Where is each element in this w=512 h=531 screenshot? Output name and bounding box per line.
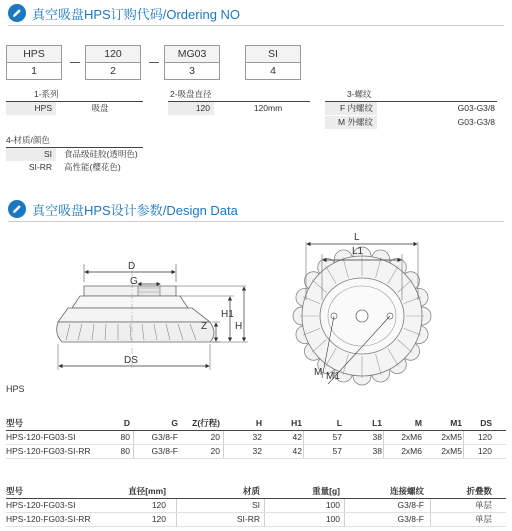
cell-model: HPS-120-FG03-SI-RR bbox=[6, 446, 91, 456]
separator-dash bbox=[149, 62, 159, 63]
col-header-g: G bbox=[171, 418, 178, 428]
order-code-box bbox=[85, 45, 141, 80]
cell-h: 32 bbox=[252, 432, 262, 442]
thread-key: M 外螺纹 bbox=[325, 116, 377, 129]
col-header-l: L bbox=[336, 418, 342, 428]
design-section-header bbox=[8, 199, 238, 219]
cell-folds: 单层 bbox=[474, 500, 492, 510]
table-row bbox=[6, 513, 506, 527]
order-code-index: 2 bbox=[85, 62, 141, 80]
order-code-box bbox=[245, 45, 301, 80]
diameter-options bbox=[168, 88, 310, 102]
order-code-index: 3 bbox=[164, 62, 220, 80]
section-divider bbox=[8, 25, 504, 26]
col-header-d: D bbox=[123, 418, 130, 428]
cell-material: SI-RR bbox=[236, 514, 260, 524]
cell-diameter: 120 bbox=[151, 500, 166, 510]
pencil-icon bbox=[8, 200, 26, 218]
col-header-material: 材质 bbox=[242, 486, 260, 496]
series-value: 吸盘 bbox=[91, 103, 109, 113]
order-code-box bbox=[6, 45, 62, 80]
thread-options bbox=[325, 88, 497, 102]
col-header-l1: L1 bbox=[372, 418, 382, 428]
cell-folds: 单层 bbox=[474, 514, 492, 524]
material-value: 高性能(樱花色) bbox=[64, 162, 121, 172]
order-code-box bbox=[164, 45, 220, 80]
series-key: HPS bbox=[6, 102, 56, 115]
col-header-ds: DS bbox=[480, 418, 492, 428]
cell-d: 80 bbox=[120, 432, 130, 442]
dim-label-z: Z bbox=[201, 321, 208, 332]
table-row bbox=[6, 499, 506, 513]
dim-label-ds: DS bbox=[124, 355, 138, 366]
material-key: SI-RR bbox=[28, 162, 52, 172]
diameter-header: 2-吸盘直径 bbox=[170, 89, 212, 99]
dim-label-m1: M1 bbox=[326, 371, 340, 382]
cell-thread: G3/8-F bbox=[397, 500, 424, 510]
cell-l1: 38 bbox=[372, 446, 382, 456]
material-key: SI bbox=[6, 148, 56, 161]
dim-label-d: D bbox=[128, 261, 136, 272]
design-section-title: 真空吸盘HPS设计参数/Design Data bbox=[32, 202, 238, 218]
material-row bbox=[6, 161, 143, 174]
specification-table bbox=[6, 485, 506, 527]
cell-z: 20 bbox=[210, 446, 220, 456]
cell-diameter: 120 bbox=[151, 514, 166, 524]
cell-material: SI bbox=[251, 500, 260, 510]
col-header-m: M bbox=[414, 418, 422, 428]
cell-m: 2xM6 bbox=[401, 446, 422, 456]
cell-weight: 100 bbox=[325, 514, 340, 524]
table-row bbox=[6, 445, 506, 459]
col-header-h: H bbox=[255, 418, 262, 428]
cell-g: G3/8-F bbox=[151, 432, 178, 442]
cell-l1: 38 bbox=[372, 432, 382, 442]
cell-thread: G3/8-F bbox=[397, 514, 424, 524]
ordering-section-header bbox=[8, 3, 240, 23]
order-code-index: 4 bbox=[245, 62, 301, 80]
col-header-weight: 重量[g] bbox=[312, 486, 340, 496]
cell-z: 20 bbox=[210, 432, 220, 442]
dim-label-m: M bbox=[314, 367, 323, 378]
series-options bbox=[6, 88, 143, 102]
cell-d: 80 bbox=[120, 446, 130, 456]
cell-m: 2xM6 bbox=[401, 432, 422, 442]
separator-dash bbox=[70, 62, 80, 63]
series-header: 1-系列 bbox=[34, 89, 59, 99]
dim-label-l: L bbox=[354, 232, 360, 243]
cell-model: HPS-120-FG03-SI bbox=[6, 500, 76, 510]
diameter-key: 120 bbox=[168, 102, 214, 115]
material-header: 4-材质/颜色 bbox=[6, 135, 50, 145]
table-header-row bbox=[6, 485, 506, 499]
figure-caption: HPS bbox=[6, 384, 25, 394]
col-header-z: Z(行程) bbox=[192, 418, 220, 428]
dim-label-l1: L1 bbox=[352, 246, 364, 257]
cell-l: 57 bbox=[332, 432, 342, 442]
cell-h: 32 bbox=[252, 446, 262, 456]
cell-weight: 100 bbox=[325, 500, 340, 510]
col-header-thread: 连接螺纹 bbox=[389, 486, 424, 496]
dim-label-h1: H1 bbox=[221, 309, 234, 320]
col-header-folds: 折叠数 bbox=[466, 486, 492, 496]
cell-ds: 120 bbox=[477, 432, 492, 442]
cell-model: HPS-120-FG03-SI-RR bbox=[6, 514, 91, 524]
order-code: HPS bbox=[6, 45, 62, 62]
thread-key: F 内螺纹 bbox=[325, 102, 377, 115]
thread-row bbox=[325, 102, 497, 115]
dimensions-table bbox=[6, 417, 506, 459]
cell-h1: 42 bbox=[292, 432, 302, 442]
dim-label-g: G bbox=[130, 276, 138, 287]
order-code: SI bbox=[245, 45, 301, 62]
material-options bbox=[6, 134, 143, 148]
cell-g: G3/8-F bbox=[151, 446, 178, 456]
table-header-row bbox=[6, 417, 506, 431]
thread-row bbox=[325, 116, 497, 129]
cell-model: HPS-120-FG03-SI bbox=[6, 432, 76, 442]
ordering-section-title: 真空吸盘HPS订购代码/Ordering NO bbox=[32, 6, 241, 22]
dim-label-h: H bbox=[235, 321, 243, 332]
diameter-row bbox=[168, 102, 310, 115]
thread-value: G03-G3/8 bbox=[457, 103, 495, 113]
series-row bbox=[6, 102, 143, 115]
cell-m1: 2xM5 bbox=[441, 446, 462, 456]
col-header-m1: M1 bbox=[450, 418, 462, 428]
material-value: 食品级硅胶(透明色) bbox=[64, 149, 138, 159]
thread-value: G03-G3/8 bbox=[457, 117, 495, 127]
cell-l: 57 bbox=[332, 446, 342, 456]
material-row bbox=[6, 148, 143, 161]
thread-header: 3-螺纹 bbox=[347, 89, 372, 99]
col-header-diameter: 直径[mm] bbox=[128, 486, 166, 496]
pencil-icon bbox=[8, 4, 26, 22]
col-header-h1: H1 bbox=[291, 418, 302, 428]
diameter-value: 120mm bbox=[253, 103, 283, 113]
order-code-index: 1 bbox=[6, 62, 62, 80]
order-code: 120 bbox=[85, 45, 141, 62]
table-row bbox=[6, 431, 506, 445]
section-divider bbox=[8, 221, 504, 222]
cell-ds: 120 bbox=[477, 446, 492, 456]
col-header-model: 型号 bbox=[6, 418, 24, 428]
cell-h1: 42 bbox=[292, 446, 302, 456]
cell-m1: 2xM5 bbox=[441, 432, 462, 442]
order-code: MG03 bbox=[164, 45, 220, 62]
col-header-model: 型号 bbox=[6, 486, 24, 496]
